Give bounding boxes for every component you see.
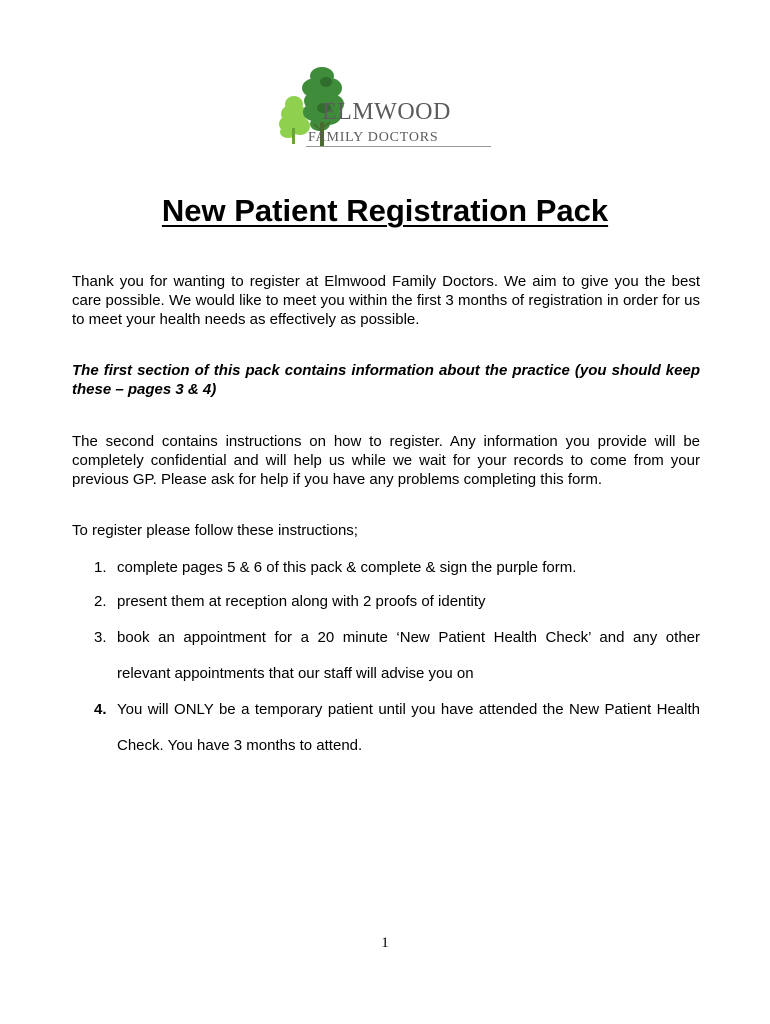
- elmwood-logo: [276, 66, 498, 150]
- list-item-number: 1.: [94, 559, 107, 576]
- page-number: 1: [381, 935, 389, 951]
- list-item-text: book an appointment for a 20 minute ‘New Patient Health Check’ and any other relevant appointments that our staff will advise you on: [117, 629, 700, 682]
- logo-text-elmwood: ELMWOOD: [322, 99, 451, 125]
- instructions-heading: To register please follow these instructions;: [72, 522, 358, 539]
- second-section-paragraph: The second contains instructions on how to register. Any information you provide will be completely confidential and will help us while we wait for your records to come from your previous GP. Please ask for help if you have any problems completing this form.: [72, 433, 700, 488]
- list-item-text: present them at reception along with 2 proofs of identity: [117, 593, 486, 610]
- list-item-text: You will ONLY be a temporary patient until you have attended the New Patient Health Check. You have 3 months to attend.: [117, 701, 700, 754]
- list-item-text: complete pages 5 & 6 of this pack & complete & sign the purple form.: [117, 559, 577, 576]
- list-item-number: 2.: [94, 593, 107, 610]
- page-title: New Patient Registration Pack: [161, 193, 609, 228]
- intro-paragraph: Thank you for wanting to register at Elmwood Family Doctors. We aim to give you the best care possible. We would like to meet you within the first 3 months of registration in order for us to meet your health needs as effectively as possible.: [72, 273, 700, 328]
- first-section-note: The first section of this pack contains information about the practice (you should keep these – pages 3 & 4): [72, 362, 700, 398]
- list-item-number: 3.: [94, 629, 107, 646]
- logo-text-family-doctors: FAMILY DOCTORS: [308, 130, 439, 145]
- list-item-number: 4.: [94, 701, 107, 718]
- logo-divider: [306, 146, 491, 147]
